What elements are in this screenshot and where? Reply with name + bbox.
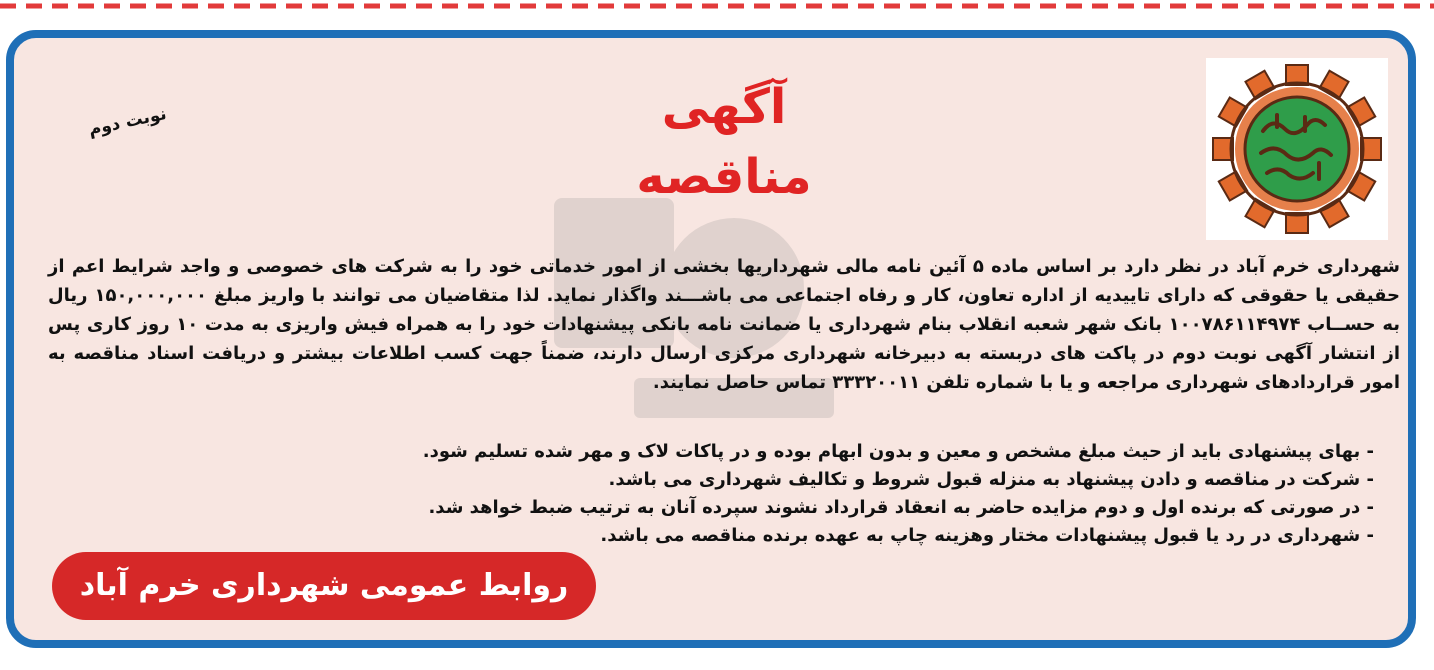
- notice-title: آگهی مناقصه: [636, 79, 812, 205]
- round-label: نوبت دوم: [86, 103, 169, 141]
- condition-item: - شرکت در مناقصه و دادن پیشنهاد به منزله قبول شروط و تکالیف شهرداری می باشد.: [608, 469, 1374, 490]
- conditions-list: [394, 438, 1374, 550]
- condition-item: - بهای پیشنهادی باید از حیث مبلغ مشخص و معین و بدون ابهام بوده و در پاکات لاک و مهر شده تسلیم شود.: [422, 441, 1374, 462]
- municipality-logo: [1206, 58, 1388, 240]
- condition-item: - شهرداری در رد یا قبول پیشنهادات مختار وهزینه چاپ به عهده برنده مناقصه می باشد.: [600, 525, 1374, 546]
- notice-frame: [6, 30, 1416, 648]
- top-dashed-border: [0, 0, 1434, 14]
- condition-item: - در صورتی که برنده اول و دوم مزایده حاضر به انعقاد قرارداد نشوند سپرده آنان به ترتیب ضبط خواهد شد.: [428, 497, 1374, 518]
- body-paragraph: شهرداری خرم آباد در نظر دارد بر اساس ماده ۵ آئین نامه مالی شهرداریها بخشی از امور خدماتی خود را به شرکت های خصوصی و واجد شرایط اعم از حقیقی یا حقوقی که دارای تاییدیه از اداره تعاون، کار و رفاه اجتماعی می باشـــند واگذار نماید. لذا متقاضیان می توانند با واریز مبلغ ۱۵۰,۰۰۰,۰۰۰ ریال به حســاب ۱۰۰۷۸۶۱۱۴۹۷۴ بانک شهر شعبه انقلاب بنام شهرداری یا ضمانت نامه بانکی پیشنهادات خود را به همراه فیش واریزی به مدت ۱۰ روز کاری پس از انتشار آگهی نوبت دوم در پاکت های دربسته به دبیرخانه شهرداری مرکزی ارسال دارند، ضمناً جهت کسب اطلاعات بیشتر و دریافت اسناد مناقصه به امور قراردادهای شهرداری مراجعه و یا با شماره تلفن ۳۳۳۲۰۰۱۱ تماس حاصل نمایند.: [48, 256, 1401, 393]
- notice-body: [48, 252, 1400, 397]
- public-relations-banner: روابط عمومی شهرداری خرم آباد: [52, 552, 596, 620]
